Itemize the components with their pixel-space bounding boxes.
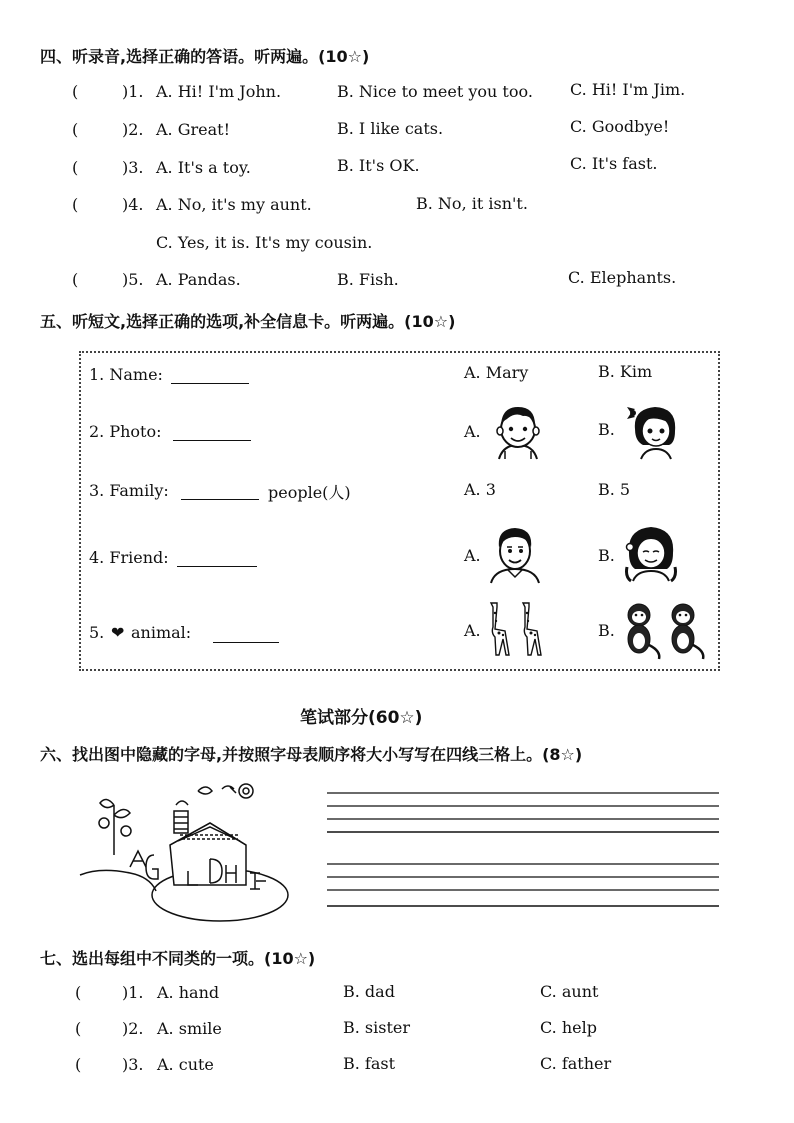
section-5-title: 五、听短文,选择正确的选项,补全信息卡。听两遍。(10☆) xyxy=(40,312,456,331)
option-a: A. Hi! I'm John. xyxy=(156,82,282,101)
answer-blank[interactable] xyxy=(213,628,279,643)
info-label: animal: xyxy=(131,623,192,642)
option-c: C. Hi! I'm Jim. xyxy=(570,80,686,99)
question-number: )2. xyxy=(122,120,144,139)
option-a: A. cute xyxy=(157,1055,214,1074)
question-number: )5. xyxy=(122,270,144,289)
option-a: A. xyxy=(464,546,481,565)
info-label: 2. Photo: xyxy=(89,422,162,441)
option-c: C. It's fast. xyxy=(570,154,658,173)
option-b: B. xyxy=(598,420,615,439)
answer-paren[interactable]: ( xyxy=(75,1055,82,1074)
option-b: B. I like cats. xyxy=(337,119,444,138)
info-label: 3. Family: xyxy=(89,481,169,500)
info-card xyxy=(79,351,720,671)
option-c: C. father xyxy=(540,1054,612,1073)
option-a: A. Mary xyxy=(464,363,529,382)
answer-paren[interactable]: ( xyxy=(72,158,79,177)
option-b: B. Nice to meet you too. xyxy=(337,82,533,101)
option-b: B. 5 xyxy=(598,480,631,499)
boy-friend-icon xyxy=(485,523,545,585)
question-number: )1. xyxy=(122,983,144,1002)
option-b: B. Fish. xyxy=(337,270,399,289)
girl-friend-icon xyxy=(621,523,681,585)
answer-paren[interactable]: ( xyxy=(72,270,79,289)
info-label: 4. Friend: xyxy=(89,548,169,567)
monkeys-icon xyxy=(621,601,711,661)
option-c: C. help xyxy=(540,1018,597,1037)
question-number: )3. xyxy=(122,158,144,177)
option-c: C. Yes, it is. It's my cousin. xyxy=(156,233,373,252)
option-b: B. sister xyxy=(343,1018,411,1037)
option-b: B. xyxy=(598,621,615,640)
option-b: B. Kim xyxy=(598,362,653,381)
option-a: A. 3 xyxy=(464,480,496,499)
answer-blank[interactable] xyxy=(177,552,257,567)
answer-paren[interactable]: ( xyxy=(72,195,79,214)
boy-face-icon xyxy=(485,399,551,461)
option-a: A. It's a toy. xyxy=(156,158,251,177)
option-a: A. Pandas. xyxy=(156,270,241,289)
option-a: A. xyxy=(464,422,481,441)
answer-paren[interactable]: ( xyxy=(72,120,79,139)
answer-paren[interactable]: ( xyxy=(75,1019,82,1038)
option-b: B. No, it isn't. xyxy=(416,194,528,213)
section-6-title: 六、找出图中隐藏的字母,并按照字母表顺序将大小写写在四线三格上。(8☆) xyxy=(40,745,583,764)
four-line-grid[interactable] xyxy=(327,788,719,913)
section-4-title: 四、听录音,选择正确的答语。听两遍。(10☆) xyxy=(40,47,370,66)
option-a: A. No, it's my aunt. xyxy=(156,195,312,214)
option-a: A. smile xyxy=(157,1019,222,1038)
giraffes-icon xyxy=(485,599,555,659)
option-c: C. Elephants. xyxy=(568,268,677,287)
question-number: )1. xyxy=(122,82,144,101)
info-suffix: people(人) xyxy=(268,483,351,502)
answer-blank[interactable] xyxy=(171,369,249,384)
answer-paren[interactable]: ( xyxy=(75,983,82,1002)
option-b: B. dad xyxy=(343,982,395,1001)
heart-icon: ❤ xyxy=(111,623,125,642)
option-b: B. It's OK. xyxy=(337,156,420,175)
question-number: )3. xyxy=(122,1055,144,1074)
question-number: )4. xyxy=(122,195,144,214)
girl-face-icon xyxy=(623,399,689,461)
written-part-title: 笔试部分(60☆) xyxy=(300,708,423,728)
option-c: C. Goodbye! xyxy=(570,117,670,136)
question-number: )2. xyxy=(122,1019,144,1038)
info-label: 1. Name: xyxy=(89,365,163,384)
option-b: B. xyxy=(598,546,615,565)
answer-blank[interactable] xyxy=(181,485,259,500)
section-7-title: 七、选出每组中不同类的一项。(10☆) xyxy=(40,949,316,968)
answer-paren[interactable]: ( xyxy=(72,82,79,101)
info-label: 5. xyxy=(89,623,105,642)
option-a: A. hand xyxy=(157,983,220,1002)
option-b: B. fast xyxy=(343,1054,396,1073)
option-a: A. xyxy=(464,621,481,640)
hidden-letters-picture xyxy=(70,775,290,925)
option-c: C. aunt xyxy=(540,982,599,1001)
option-a: A. Great! xyxy=(156,120,231,139)
answer-blank[interactable] xyxy=(173,426,251,441)
